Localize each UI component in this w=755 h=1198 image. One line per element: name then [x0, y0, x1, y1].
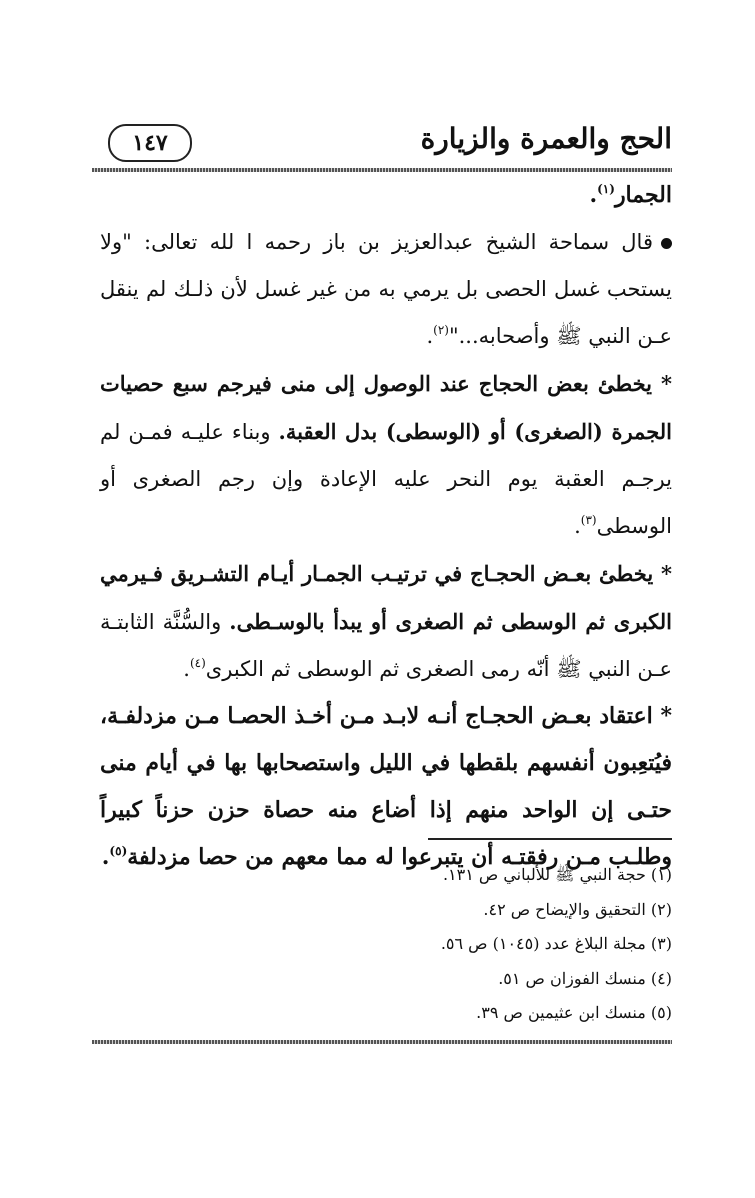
paragraph-4: * يخطئ بعـض الحجـاج في ترتيـب الجمـار أيـام التشـريق فـيرمي الكبرى ثم الوسطى ثم الصغرى أو يبدأ بالوسـطى. والسُّنَّة الثابتـة عـن النبي ﷺ أنّه رمى الصغرى ثم الوسطى ثم الكبرى$^{(٤)}$. — [100, 561, 672, 681]
paragraph-3-bold: * يخطئ بعض الحجاج عند الوصول إلى منى فيرجم سبع حصيات الجمرة (الصغرى) أو (الوسطى) بدل العقبة. — [100, 371, 672, 444]
footnote-4: (٤) منسك الفوزان ص ٥١. — [498, 968, 672, 988]
footnote-separator — [428, 838, 672, 840]
footnote-5: (٥) منسك ابن عثيمين ص ٣٩. — [476, 1003, 672, 1022]
footnote-3: (٣) مجلة البلاغ عدد (١٠٤٥) ص ٥٦. — [440, 934, 672, 953]
footnote-ref-5: (٥) — [109, 844, 128, 858]
footnotes — [100, 858, 672, 1031]
footer-rule — [92, 1040, 672, 1044]
footnote-ref-1: (١) — [597, 182, 615, 196]
paragraph-2: قال سماحة الشيخ عبدالعزيز بن باز رحمه ا لله تعالى: "ولا يستحب غسل الحصى بل يرمي به من غير غسل لأن ذلـك لم ينقل عـن النبي ﷺ وأصحابه..."$^{(٢)}$. — [100, 230, 672, 348]
page-number-badge: ١٤٧ — [108, 124, 192, 162]
paragraph-1: الجمار$^{(١)}$. — [589, 182, 672, 208]
paragraph-5: * اعتقاد بعـض الحجـاج أنـه لابـد مـن أخـذ الحصـا مـن مزدلفـة، فيُتعِبون أنفسهم بلقطها في الليل واستصحابها بها في أيام منى حتـى إن الواحد منهم إذا أضاع منه حصاة حزن حزناً كبيراً وطلـب مـن رفقتـه أن يتبرعوا له مما معهم من حصا مزدلفة$^{(٥)}$. — [100, 703, 672, 870]
running-title: الحج والعمرة والزيارة — [420, 122, 672, 155]
footnote-ref-2: (٢) — [433, 323, 449, 337]
paragraph-4-bold: * يخطئ بعـض الحجـاج في ترتيـب الجمـار أيـام التشـريق فـيرمي الكبرى ثم الوسطى ثم الصغرى أو يبدأ بالوسـطى. — [100, 561, 672, 634]
body-text — [100, 172, 672, 881]
footnote-1: (١) حجة النبي ﷺ للألباني ص ١٣١. — [442, 865, 672, 884]
bullet-icon — [661, 238, 672, 249]
footnote-ref-4: (٤) — [189, 656, 206, 670]
page-header — [92, 118, 672, 168]
footnote-ref-3: (٣) — [580, 513, 597, 527]
footnote-2: (٢) التحقيق والإيضاح ص ٤٢. — [483, 899, 672, 919]
paragraph-3: * يخطئ بعض الحجاج عند الوصول إلى منى فيرجم سبع حصيات الجمرة (الصغرى) أو (الوسطى) بدل العقبة. وبناء عليـه فمـن لم يرجـم العقبة يوم النحر عليه الإعادة وإن رجم الصغرى أو الوسطى$^{(٣)}$. — [100, 371, 672, 538]
